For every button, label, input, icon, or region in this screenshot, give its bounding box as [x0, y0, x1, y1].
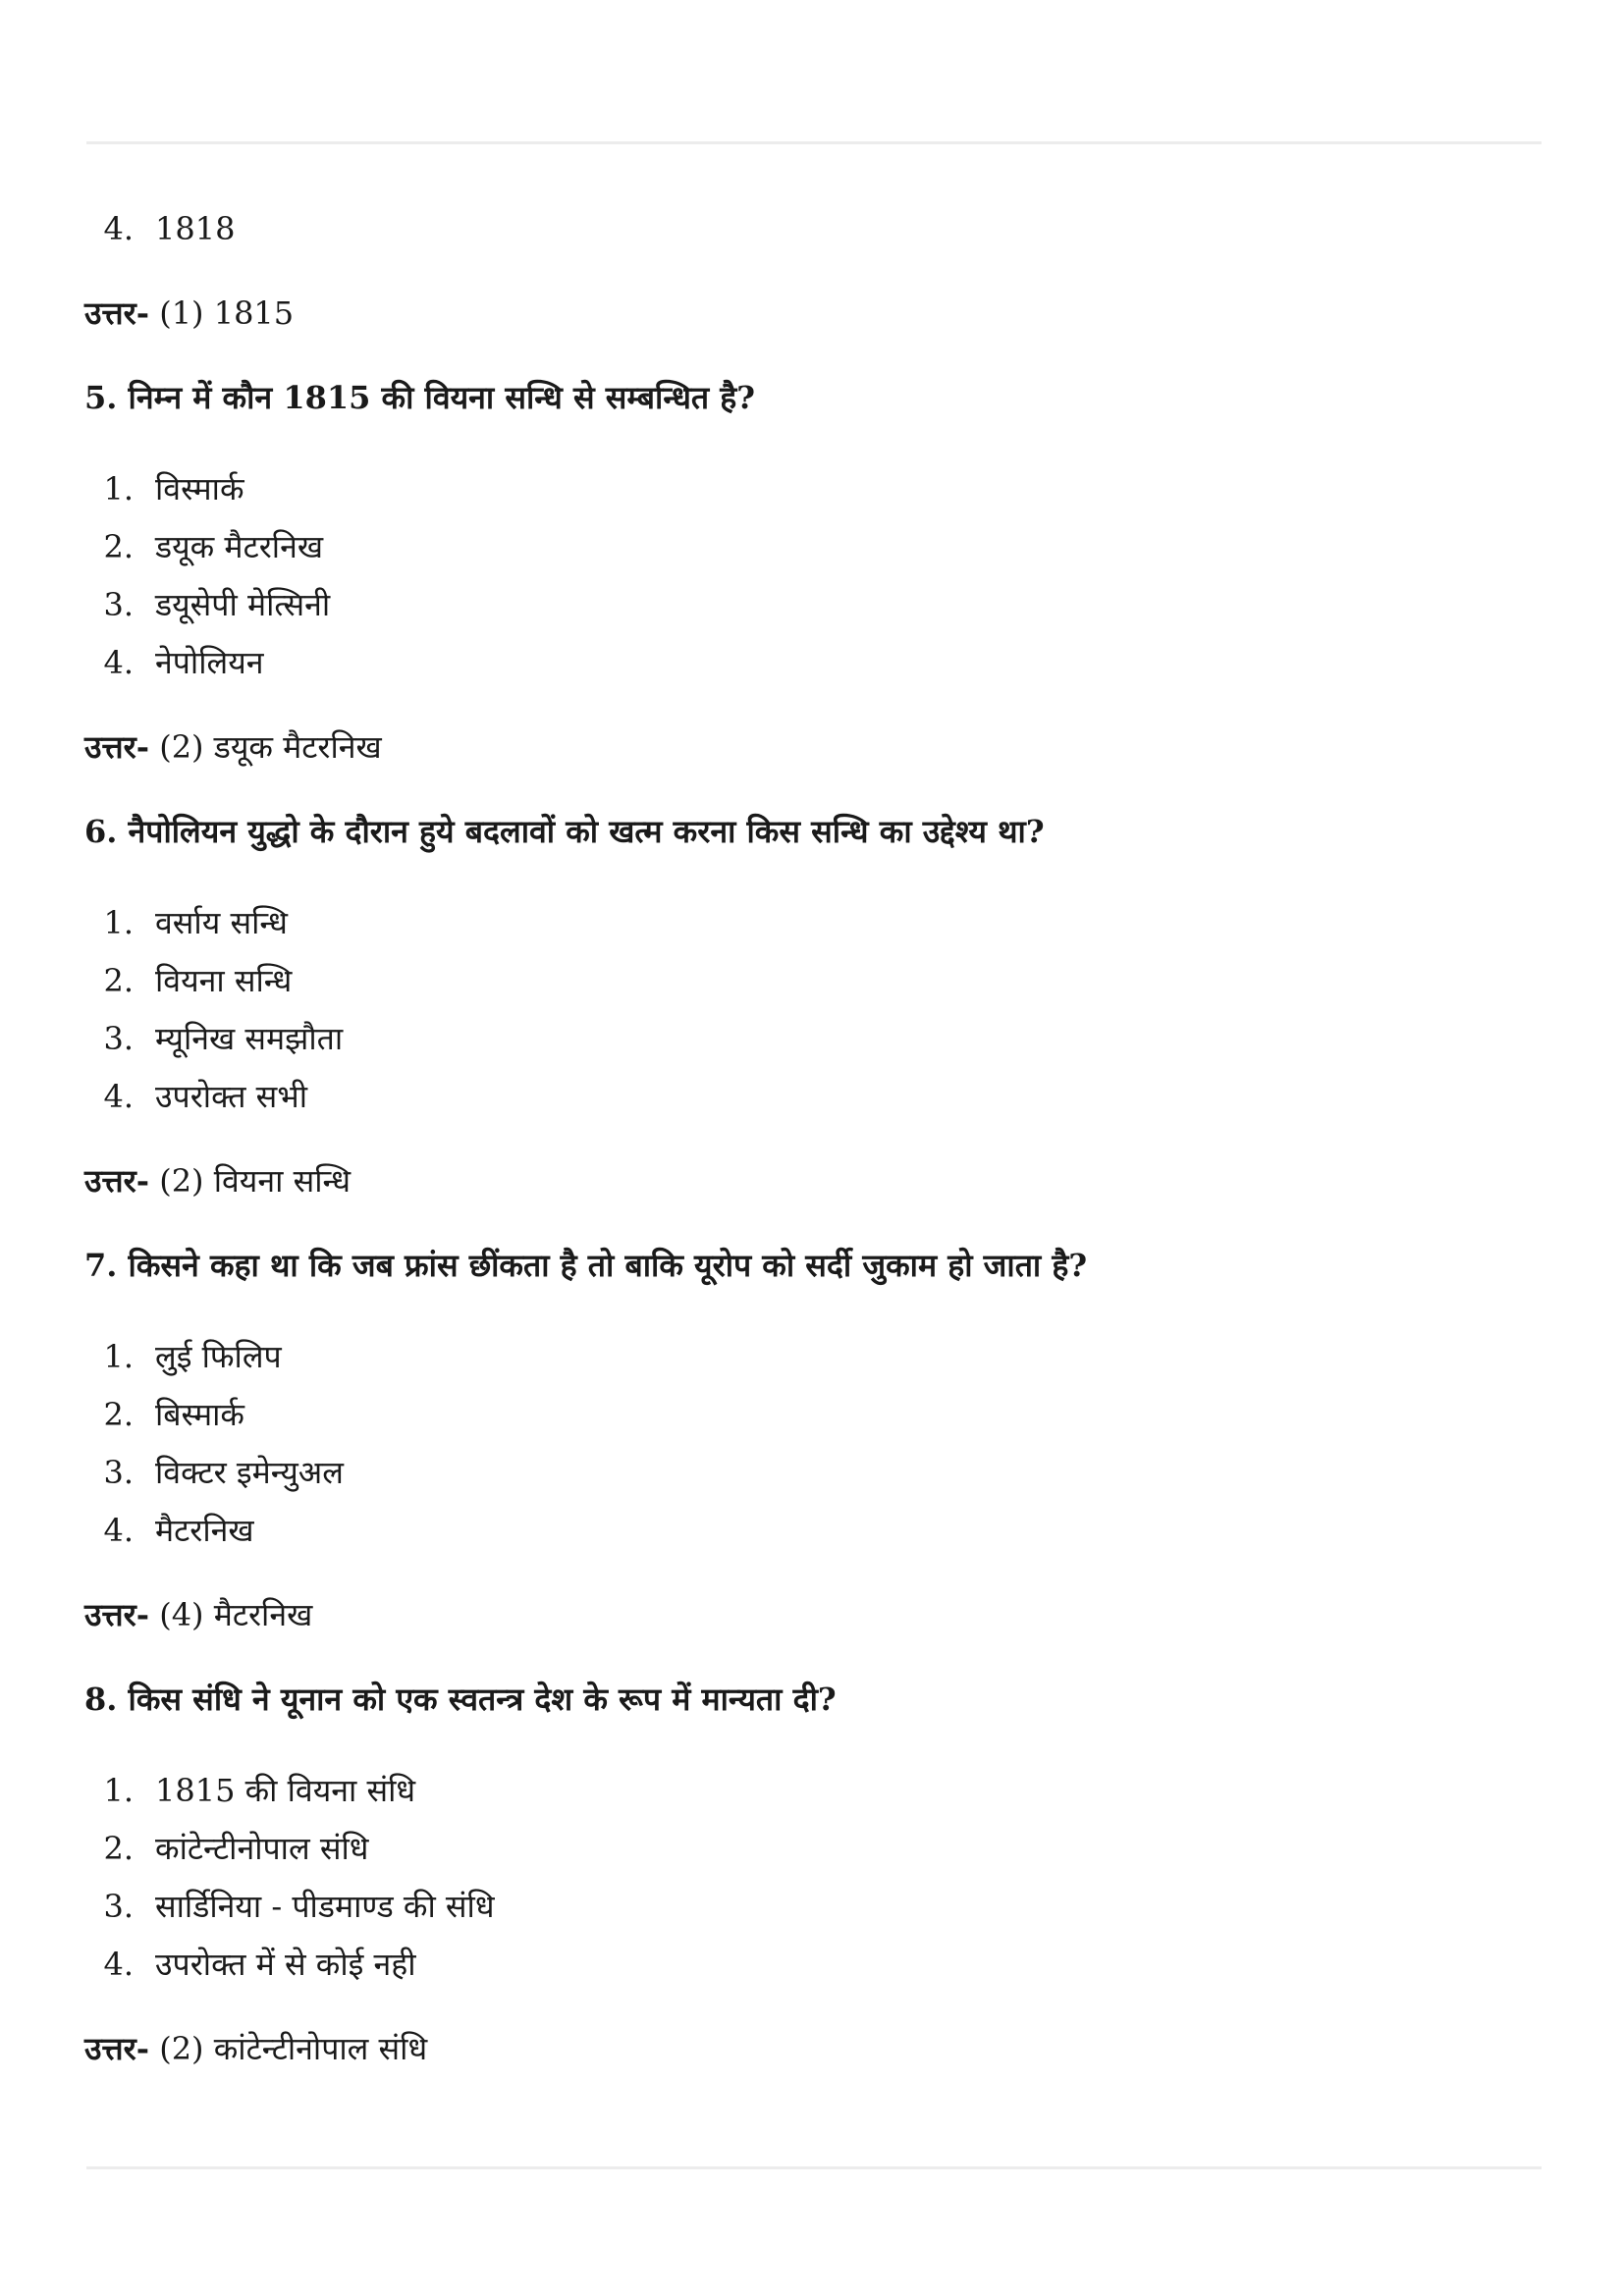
question-block-8 — [84, 1674, 1538, 2074]
answer-line — [84, 2023, 1538, 2074]
question-block-5 — [84, 372, 1538, 773]
option-item — [84, 576, 1538, 634]
option-text: वर्साय सन्धि — [155, 904, 288, 941]
option-text: बिस्मार्क — [155, 1396, 245, 1433]
option-text: विस्मार्क — [155, 470, 244, 507]
option-number: 2. — [103, 962, 134, 999]
option-item — [84, 952, 1538, 1010]
option-item — [84, 460, 1538, 518]
answer-text: (2) डयूक मैटरनिख — [159, 728, 382, 766]
option-text: डयूक मैटरनिख — [155, 528, 324, 565]
answer-label: उत्तर- — [84, 728, 150, 766]
option-item — [84, 1386, 1538, 1444]
option-text: सार्डिनिया - पीडमाण्ड की संधि — [155, 1888, 495, 1925]
bottom-divider — [86, 2166, 1542, 2169]
option-number: 2. — [103, 1830, 134, 1867]
answer-label: उत्तर- — [84, 1596, 150, 1633]
answer-line — [84, 721, 1538, 773]
question-block-7 — [84, 1240, 1538, 1640]
option-number: 3. — [103, 1888, 134, 1925]
option-list — [84, 1762, 1538, 1994]
option-text: कांटेन्टीनोपाल संधि — [155, 1830, 369, 1867]
answer-label: उत्तर- — [84, 294, 150, 332]
option-item — [84, 894, 1538, 952]
option-item — [84, 1762, 1538, 1820]
option-text: उपरोक्त में से कोई नही — [155, 1946, 416, 1983]
option-item — [84, 518, 1538, 576]
option-item — [84, 634, 1538, 692]
option-number: 4. — [103, 1512, 134, 1549]
option-number: 3. — [103, 586, 134, 623]
option-number: 1. — [103, 470, 134, 507]
option-number: 1. — [103, 904, 134, 941]
option-text: वियना सन्धि — [155, 962, 293, 999]
option-list — [84, 460, 1538, 692]
answer-text: (2) वियना सन्धि — [159, 1162, 352, 1200]
option-item — [84, 1878, 1538, 1936]
option-text: 1815 की वियना संधि — [155, 1772, 416, 1809]
answer-text: (4) मैटरनिख — [159, 1596, 313, 1633]
option-list — [84, 200, 1538, 258]
option-item — [84, 1502, 1538, 1560]
question-block-6 — [84, 806, 1538, 1206]
option-item — [84, 1444, 1538, 1502]
question-title: 7. किसने कहा था कि जब फ्रांस छींकता है तो बाकि यूरोप को सर्दी जुकाम हो जाता है? — [84, 1247, 1088, 1284]
answer-label: उत्तर- — [84, 2030, 150, 2067]
option-list — [84, 894, 1538, 1126]
option-number: 3. — [103, 1454, 134, 1491]
option-text: उपरोक्त सभी — [155, 1078, 308, 1115]
option-number: 1. — [103, 1772, 134, 1809]
option-text: लुई फिलिप — [155, 1338, 282, 1375]
previous-question-tail — [84, 200, 1538, 339]
option-item — [84, 1068, 1538, 1126]
option-number: 4. — [103, 1946, 134, 1983]
option-text: म्यूनिख समझौता — [155, 1020, 344, 1057]
answer-line — [84, 1155, 1538, 1206]
option-number: 4. — [103, 644, 134, 681]
option-list — [84, 1328, 1538, 1560]
option-number: 3. — [103, 1020, 134, 1057]
option-number: 1. — [103, 1338, 134, 1375]
option-item — [84, 1328, 1538, 1386]
option-item — [84, 200, 1538, 258]
option-text: नेपोलियन — [155, 644, 264, 681]
question-title: 5. निम्न में कौन 1815 की वियना सन्धि से सम्बन्धित है? — [84, 379, 755, 416]
option-text: 1818 — [155, 210, 236, 247]
document-body — [84, 202, 1538, 2108]
question-title: 6. नैपोलियन युद्धो के दौरान हुये बदलावों को खत्म करना किस सन्धि का उद्देश्य था? — [84, 813, 1045, 850]
answer-text: (2) कांटेन्टीनोपाल संधि — [159, 2030, 428, 2067]
answer-label: उत्तर- — [84, 1162, 150, 1200]
answer-text: (1) 1815 — [159, 294, 295, 332]
question-title: 8. किस संधि ने यूनान को एक स्वतन्त्र देश के रूप में मान्यता दी? — [84, 1681, 837, 1718]
answer-line — [84, 1589, 1538, 1640]
option-number: 2. — [103, 528, 134, 565]
option-item — [84, 1936, 1538, 1994]
top-divider — [86, 141, 1542, 144]
option-number: 4. — [103, 1078, 134, 1115]
option-item — [84, 1820, 1538, 1878]
option-number: 2. — [103, 1396, 134, 1433]
option-text: मैटरनिख — [155, 1512, 254, 1549]
answer-line — [84, 288, 1538, 339]
option-text: विक्टर इमेन्युअल — [155, 1454, 344, 1491]
option-text: डयूसेपी मेत्सिनी — [155, 586, 331, 623]
option-item — [84, 1010, 1538, 1068]
option-number: 4. — [103, 210, 134, 247]
